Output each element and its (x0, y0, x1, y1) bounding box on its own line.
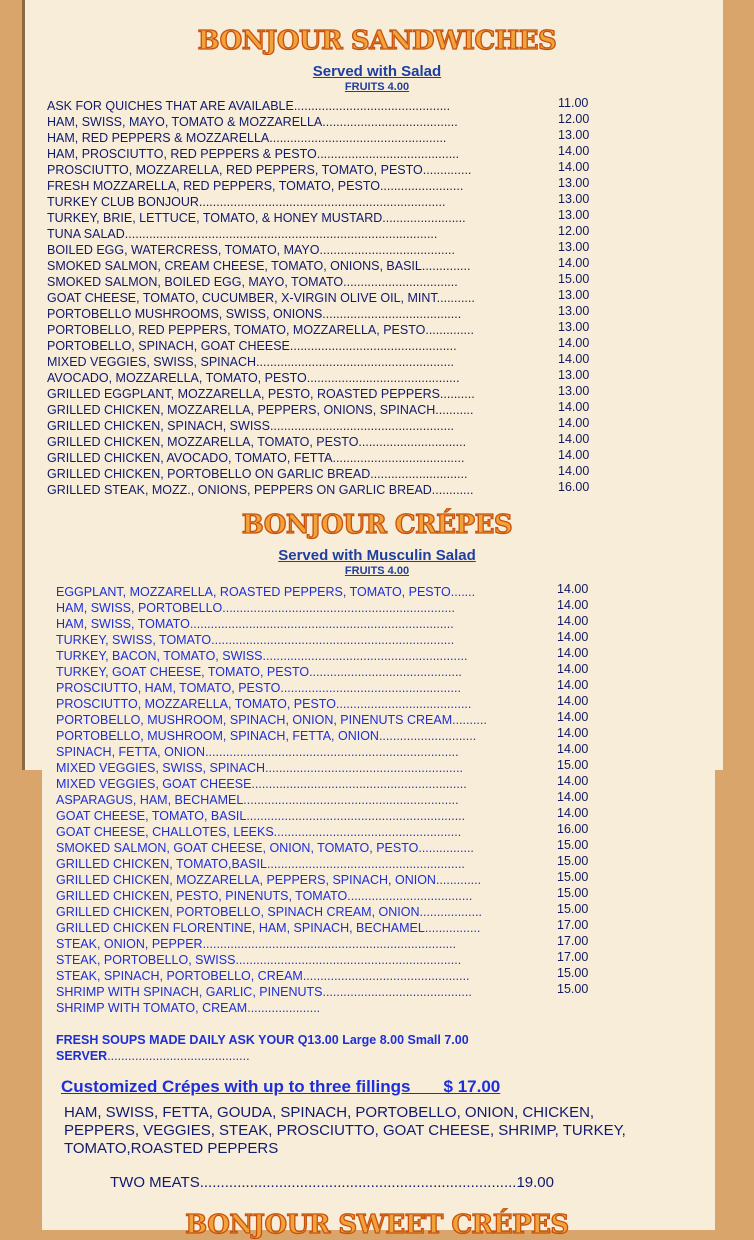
menu-item-price: 13.00 (558, 192, 590, 206)
sandwiches-title: BONJOUR SANDWICHES (197, 26, 557, 56)
menu-item-name: GRILLED CHICKEN, MOZZARELLA, PEPPERS, SPINACH, ONION............. (56, 873, 482, 887)
menu-item-name: GRILLED CHICKEN, PESTO, PINENUTS, TOMATO.................................... (56, 889, 473, 903)
menu-item-name: TURKEY, BACON, TOMATO, SWISS........................................................... (56, 649, 468, 663)
menu-item-name: TURKEY, GOAT CHEESE, TOMATO, PESTO............................................ (56, 665, 462, 679)
menu-item-name: TUNA SALAD.......................................................................................... (47, 227, 438, 241)
menu-item-price: 16.00 (557, 822, 589, 836)
menu-item-name: GRILLED CHICKEN, PORTOBELLO, SPINACH CREAM, ONION.................. (56, 905, 483, 919)
menu-item-name: PORTOBELLO, MUSHROOM, SPINACH, ONION, PINENUTS CREAM.......... (56, 713, 487, 727)
menu-item-name: ASPARAGUS, HAM, BECHAMEL.............................................................. (56, 793, 459, 807)
custom-crepes-title: Customized Crépes with up to three fillings $ 17.00 (61, 1077, 501, 1096)
menu-item-price: 14.00 (558, 144, 590, 158)
menu-item-name: GRILLED CHICKEN, MOZZARELLA, TOMATO, PESTO............................... (47, 435, 467, 449)
menu-item-price: 14.00 (557, 630, 589, 644)
menu-item-name: PORTOBELLO, SPINACH, GOAT CHEESE................................................ (47, 339, 457, 353)
custom-fillings: HAM, SWISS, FETTA, GOUDA, SPINACH, PORTOBELLO, ONION, CHICKEN, PEPPERS, VEGGIES, STEAK, PROSCIUTTO, GOAT CHEESE, SHRIMP, TURKEY, TOMATO,ROASTED PEPPERS (64, 1104, 626, 1157)
menu-item-name: GRILLED STEAK, MOZZ., ONIONS, PEPPERS ON GARLIC BREAD............ (47, 483, 474, 497)
menu-item-price: 13.00 (558, 288, 590, 302)
menu-item-name: HAM, PROSCIUTTO, RED PEPPERS & PESTO......................................... (47, 147, 460, 161)
two-meats-line: TWO MEATS............................................................................19.00 (110, 1174, 554, 1191)
menu-item-price: 14.00 (557, 806, 589, 820)
menu-item-price: 13.00 (558, 128, 590, 142)
menu-item-name: PROSCIUTTO, MOZZARELLA, RED PEPPERS, TOMATO, PESTO.............. (47, 163, 472, 177)
menu-item-price: 13.00 (558, 320, 590, 334)
menu-item-price: 14.00 (558, 336, 590, 350)
menu-item-price: 13.00 (558, 240, 590, 254)
menu-item-name: MIXED VEGGIES, SWISS, SPINACH......................................................... (47, 355, 455, 369)
menu-item-name: HAM, SWISS, TOMATO............................................................................ (56, 617, 454, 631)
menu-item-price: 14.00 (558, 448, 590, 462)
menu-item-price: 16.00 (558, 480, 590, 494)
menu-item-price: 14.00 (557, 710, 589, 724)
menu-item-name: ASK FOR QUICHES THAT ARE AVAILABLE............................................. (47, 99, 451, 113)
menu-item-price: 17.00 (557, 934, 589, 948)
menu-item-price: 13.00 (558, 176, 590, 190)
menu-item-name: GRILLED CHICKEN, TOMATO,BASIL......................................................... (56, 857, 465, 871)
menu-item-price: 14.00 (557, 742, 589, 756)
menu-item-name: GOAT CHEESE, TOMATO, CUCUMBER, X-VIRGIN OLIVE OIL, MINT........... (47, 291, 475, 305)
menu-item-name: MIXED VEGGIES, SWISS, SPINACH......................................................... (56, 761, 464, 775)
menu-item-name: HAM, SWISS, MAYO, TOMATO & MOZZARELLA....................................... (47, 115, 458, 129)
sandwiches-subtitle: Served with Salad (312, 63, 442, 80)
menu-item-name: SHRIMP WITH SPINACH, GARLIC, PINENUTS........................................... (56, 985, 472, 999)
menu-item-price: 15.00 (557, 870, 589, 884)
menu-item-price: 14.00 (558, 416, 590, 430)
sweet-crepes-title: BONJOUR SWEET CRÉPES (185, 1210, 569, 1240)
menu-item-price: 14.00 (557, 614, 589, 628)
menu-item-name: PORTOBELLO, MUSHROOM, SPINACH, FETTA, ONION............................ (56, 729, 477, 743)
menu-item-name: GRILLED CHICKEN, MOZZARELLA, PEPPERS, ONIONS, SPINACH........... (47, 403, 474, 417)
menu-item-price: 13.00 (558, 208, 590, 222)
menu-item-price: 13.00 (558, 368, 590, 382)
menu-item-name: SHRIMP WITH TOMATO, CREAM..................... (56, 1001, 321, 1015)
soups-text: FRESH SOUPS MADE DAILY ASK YOUR Q13.00 Large 8.00 Small 7.00 SERVER (56, 1033, 469, 1063)
menu-item-name: SPINACH, FETTA, ONION......................................................................... (56, 745, 459, 759)
menu-item-name: GOAT CHEESE, CHALLOTES, LEEKS...................................................... (56, 825, 462, 839)
menu-item-name: SMOKED SALMON, BOILED EGG, MAYO, TOMATO................................. (47, 275, 458, 289)
menu-item-price: 15.00 (557, 966, 589, 980)
menu-item-price: 12.00 (558, 224, 590, 238)
menu-item-price: 14.00 (557, 790, 589, 804)
menu-item-price: 11.00 (558, 96, 589, 110)
menu-item-name: AVOCADO, MOZZARELLA, TOMATO, PESTO............................................ (47, 371, 460, 385)
menu-item-name: TURKEY CLUB BONJOUR....................................................................... (47, 195, 446, 209)
menu-item-price: 14.00 (557, 582, 589, 596)
menu-item-name: PORTOBELLO MUSHROOMS, SWISS, ONIONS........................................ (47, 307, 462, 321)
menu-item-price: 13.00 (558, 384, 590, 398)
menu-item-name: GRILLED CHICKEN, AVOCADO, TOMATO, FETTA...................................... (47, 451, 465, 465)
menu-item-name: PROSCIUTTO, MOZZARELLA, TOMATO, PESTO....................................... (56, 697, 472, 711)
menu-item-name: GRILLED EGGPLANT, MOZZARELLA, PESTO, ROASTED PEPPERS.......... (47, 387, 475, 401)
menu-item-price: 14.00 (558, 256, 590, 270)
menu-item-price: 14.00 (557, 694, 589, 708)
menu-item-name: GRILLED CHICKEN, PORTOBELLO ON GARLIC BREAD............................ (47, 467, 468, 481)
menu-item-price: 14.00 (557, 662, 589, 676)
menu-item-price: 14.00 (557, 646, 589, 660)
menu-item-price: 14.00 (558, 352, 590, 366)
menu-item-price: 14.00 (558, 432, 590, 446)
menu-item-name: STEAK, SPINACH, PORTOBELLO, CREAM................................................ (56, 969, 470, 983)
menu-item-price: 15.00 (557, 886, 589, 900)
menu-item-price: 15.00 (557, 902, 589, 916)
menu-item-price: 17.00 (557, 950, 589, 964)
menu-item-price: 15.00 (557, 854, 589, 868)
menu-item-price: 14.00 (558, 400, 590, 414)
menu-item-price: 15.00 (557, 982, 589, 996)
menu-item-name: PROSCIUTTO, HAM, TOMATO, PESTO.................................................... (56, 681, 461, 695)
menu-item-name: GOAT CHEESE, TOMATO, BASIL............................................................... (56, 809, 466, 823)
menu-item-name: TURKEY, SWISS, TOMATO...................................................................... (56, 633, 455, 647)
sandwiches-fruits: FRUITS 4.00 (344, 81, 410, 93)
menu-item-name: HAM, RED PEPPERS & MOZZARELLA................................................... (47, 131, 447, 145)
menu-item-price: 15.00 (557, 838, 589, 852)
menu-item-name: FRESH MOZZARELLA, RED PEPPERS, TOMATO, PESTO........................ (47, 179, 464, 193)
menu-item-price: 14.00 (557, 598, 589, 612)
menu-item-price: 13.00 (558, 304, 590, 318)
menu-item-price: 14.00 (557, 774, 589, 788)
menu-item-name: MIXED VEGGIES, GOAT CHEESE.............................................................. (56, 777, 467, 791)
menu-item-price: 14.00 (557, 678, 589, 692)
menu-item-name: PORTOBELLO, RED PEPPERS, TOMATO, MOZZARELLA, PESTO.............. (47, 323, 474, 337)
menu-item-price: 12.00 (558, 112, 590, 126)
menu-item-name: TURKEY, BRIE, LETTUCE, TOMATO, & HONEY MUSTARD........................ (47, 211, 466, 225)
menu-item-name: STEAK, ONION, PEPPER......................................................................... (56, 937, 457, 951)
soups-note (56, 1032, 506, 1064)
menu-item-name: GRILLED CHICKEN FLORENTINE, HAM, SPINACH, BECHAMEL................ (56, 921, 481, 935)
menu-item-name: EGGPLANT, MOZZARELLA, ROASTED PEPPERS, TOMATO, PESTO....... (56, 585, 476, 599)
menu-item-price: 14.00 (557, 726, 589, 740)
menu-item-price: 14.00 (558, 464, 590, 478)
menu-item-name: SMOKED SALMON, GOAT CHEESE, ONION, TOMATO, PESTO................ (56, 841, 474, 855)
menu-item-name: GRILLED CHICKEN, SPINACH, SWISS..................................................... (47, 419, 455, 433)
menu-item-price: 17.00 (557, 918, 589, 932)
menu-item-name: SMOKED SALMON, CREAM CHEESE, TOMATO, ONIONS, BASIL.............. (47, 259, 471, 273)
crepes-subtitle: Served with Musculin Salad (278, 547, 476, 564)
menu-item-price: 15.00 (557, 758, 589, 772)
menu-item-price: 15.00 (558, 272, 590, 286)
crepes-title: BONJOUR CRÉPES (241, 510, 513, 540)
crepes-fruits: FRUITS 4.00 (344, 565, 410, 577)
menu-item-name: STEAK, PORTOBELLO, SWISS................................................................. (56, 953, 462, 967)
menu-item-name: HAM, SWISS, PORTOBELLO................................................................... (56, 601, 455, 615)
menu-item-price: 14.00 (558, 160, 590, 174)
menu-item-name: BOILED EGG, WATERCRESS, TOMATO, MAYO....................................... (47, 243, 455, 257)
soups-dots: ......................................... (107, 1049, 250, 1063)
